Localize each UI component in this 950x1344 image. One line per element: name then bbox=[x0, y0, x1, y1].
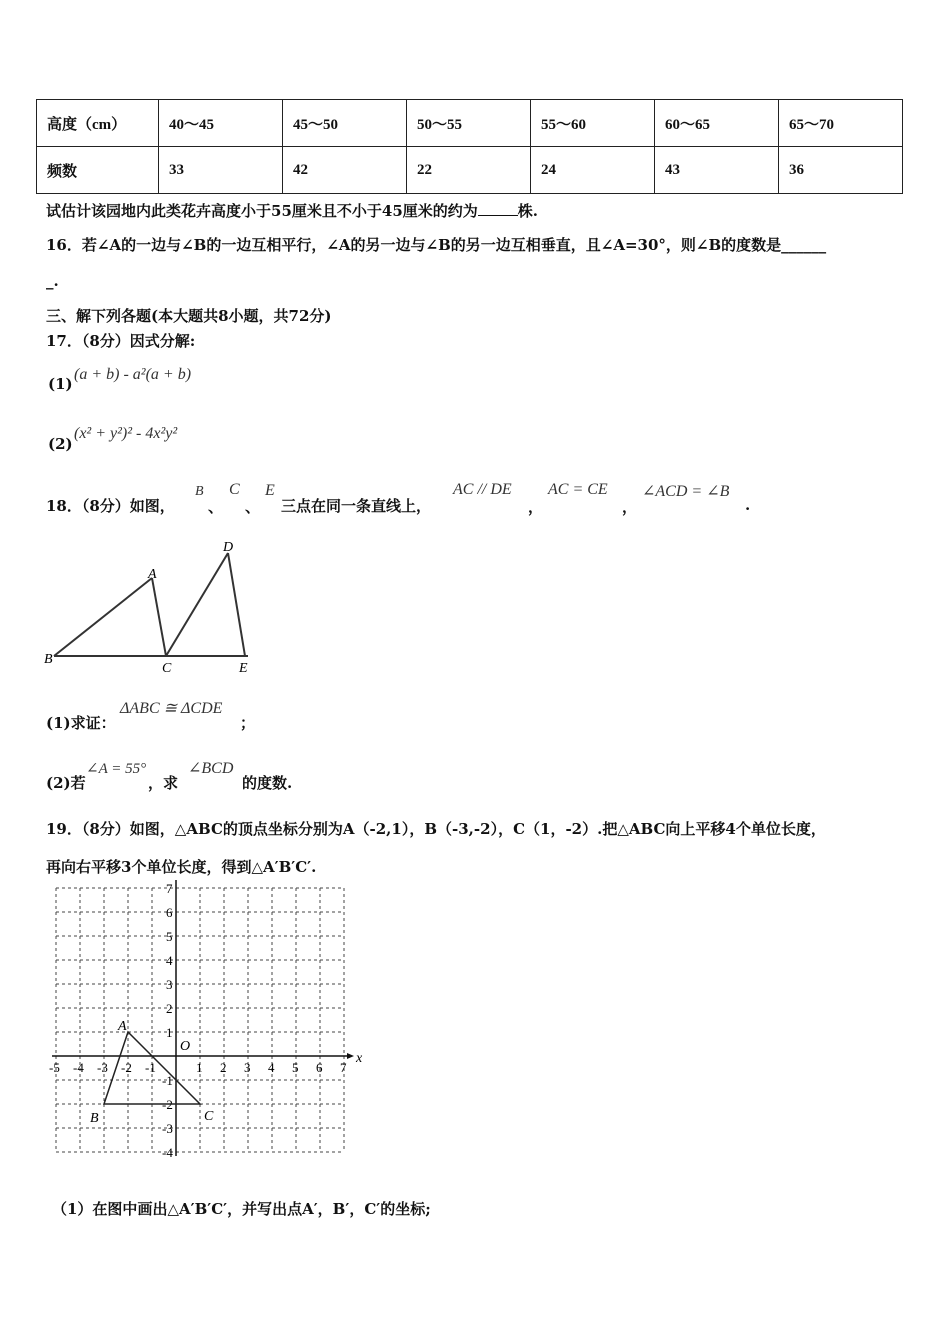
table-cell: 65～70 bbox=[779, 100, 903, 147]
x-tick-label: -3 bbox=[97, 1060, 108, 1075]
q16-text: 16．若∠A的一边与∠B的一边互相平行，∠A的另一边与∠B的另一边互相垂直，且∠A=30°，则∠B的度数是______ bbox=[46, 236, 827, 254]
x-tick-label: -5 bbox=[49, 1060, 60, 1075]
q18-point-c: C bbox=[229, 481, 240, 498]
segment-cd bbox=[166, 553, 228, 656]
q18-condition-angle: ∠ACD = ∠B bbox=[642, 483, 730, 500]
label-b: B bbox=[44, 652, 53, 667]
q17-part2-label: (2) bbox=[48, 435, 73, 453]
q18-period: . bbox=[745, 496, 751, 514]
q18-part2-end: 的度数. bbox=[242, 774, 293, 792]
q17-part1-label: (1) bbox=[48, 375, 73, 393]
y-tick-label: 6 bbox=[166, 905, 173, 920]
x-tick-label: -4 bbox=[73, 1060, 84, 1075]
table-cell: 33 bbox=[159, 147, 283, 194]
q18-part2-mid: ，求 bbox=[148, 774, 179, 792]
x-tick-label: -1 bbox=[145, 1060, 156, 1075]
q18-comma: ， bbox=[622, 498, 638, 516]
q18-separator: 、 bbox=[208, 498, 224, 516]
q15-text: 试估计该园地内此类花卉高度小于55厘米且不小于45厘米的约为 bbox=[46, 202, 478, 220]
label-a: A bbox=[148, 567, 157, 582]
q18-separator: 、 bbox=[245, 498, 261, 516]
q19-part1: （1）在图中画出△A′B′C′，并写出点A′，B′，C′的坐标; bbox=[52, 1200, 431, 1218]
x-tick-label: 6 bbox=[316, 1060, 323, 1075]
q17-title: 17．（8分）因式分解: bbox=[46, 332, 196, 350]
table-cell: 40～45 bbox=[159, 100, 283, 147]
table-cell: 24 bbox=[531, 147, 655, 194]
label-e: E bbox=[239, 661, 248, 676]
label-d: D bbox=[223, 540, 234, 555]
q18-part1-label: (1)求证： bbox=[46, 714, 116, 732]
q17-part2-expression: (x² + y²)² - 4x²y² bbox=[74, 425, 178, 442]
q18-part2-angle-bcd: ∠BCD bbox=[188, 760, 234, 777]
y-tick-label: 1 bbox=[166, 1025, 173, 1040]
y-tick-label: -4 bbox=[162, 1145, 173, 1160]
table-row bbox=[37, 147, 903, 194]
grid-lines bbox=[56, 888, 344, 1152]
q15-tail-line bbox=[46, 200, 538, 221]
x-tick-label: 7 bbox=[340, 1060, 347, 1075]
section-heading: 三、解下列各题(本大题共8小题，共72分) bbox=[46, 307, 332, 325]
vertex-label-a: A bbox=[118, 1019, 127, 1034]
q18-point-e: E bbox=[265, 482, 275, 499]
q18-point-b: B bbox=[195, 484, 204, 499]
y-tick-label: -3 bbox=[162, 1121, 173, 1136]
segment-de bbox=[228, 553, 245, 656]
y-tick-label: -1 bbox=[162, 1073, 173, 1088]
table-cell: 55～60 bbox=[531, 100, 655, 147]
segment-ac bbox=[152, 578, 166, 656]
segment-ab bbox=[54, 578, 152, 656]
q17-part1-expression: (a + b) - a²(a + b) bbox=[74, 366, 192, 383]
q18-comma: ， bbox=[528, 498, 544, 516]
q19-line1: 19．（8分）如图，△ABC的顶点坐标分别为A（-2,1），B（-3,-2），C（1，-2）.把△ABC向上平移4个单位长度， bbox=[46, 820, 826, 838]
vertex-label-c: C bbox=[204, 1109, 214, 1124]
y-tick-label: 3 bbox=[166, 977, 173, 992]
x-axis-arrow-icon bbox=[347, 1053, 354, 1059]
table-cell: 22 bbox=[407, 147, 531, 194]
q18-part1-expression: ΔABC ≅ ΔCDE bbox=[120, 700, 223, 717]
q15-suffix: 株. bbox=[517, 202, 538, 220]
y-tick-label: 4 bbox=[166, 953, 173, 968]
x-tick-label: 4 bbox=[268, 1060, 275, 1075]
x-tick-label: 5 bbox=[292, 1060, 299, 1075]
x-tick-label: 3 bbox=[244, 1060, 251, 1075]
table-cell: 43 bbox=[655, 147, 779, 194]
q18-collinear-text: 三点在同一条直线上， bbox=[281, 497, 432, 515]
table-cell: 42 bbox=[283, 147, 407, 194]
y-tick-label: 5 bbox=[166, 929, 173, 944]
y-tick-label: 7 bbox=[166, 881, 173, 896]
q16-continuation: _. bbox=[46, 272, 59, 290]
table-cell: 60～65 bbox=[655, 100, 779, 147]
origin-label: O bbox=[180, 1039, 191, 1054]
answer-blank bbox=[478, 201, 518, 216]
q18-condition-equal: AC = CE bbox=[548, 481, 608, 498]
x-tick-label: -2 bbox=[121, 1060, 132, 1075]
x-axis-label: x bbox=[356, 1051, 363, 1066]
frequency-table bbox=[36, 99, 903, 194]
y-tick-label: -2 bbox=[162, 1097, 173, 1112]
q18-condition-parallel: AC // DE bbox=[453, 481, 512, 498]
q18-intro: 18．（8分）如图， bbox=[46, 497, 175, 515]
q19-line2: 再向右平移3个单位长度，得到△A′B′C′. bbox=[46, 858, 317, 876]
x-tick-label: 2 bbox=[220, 1060, 227, 1075]
label-c: C bbox=[162, 661, 172, 676]
table-header-height: 高度（cm） bbox=[37, 100, 159, 147]
table-cell: 50～55 bbox=[407, 100, 531, 147]
x-tick-label: 1 bbox=[196, 1060, 203, 1075]
q18-part2-angle-a: ∠A = 55° bbox=[86, 761, 147, 777]
q18-part1-end: ； bbox=[240, 714, 256, 732]
triangle-figure bbox=[40, 535, 270, 680]
coordinate-grid bbox=[40, 880, 380, 1180]
table-cell: 45～50 bbox=[283, 100, 407, 147]
q18-part2-label: (2)若 bbox=[46, 774, 86, 792]
vertex-label-b: B bbox=[90, 1111, 99, 1126]
table-row bbox=[37, 100, 903, 147]
y-tick-label: 2 bbox=[166, 1001, 173, 1016]
table-header-frequency: 频数 bbox=[37, 147, 159, 194]
table-cell: 36 bbox=[779, 147, 903, 194]
